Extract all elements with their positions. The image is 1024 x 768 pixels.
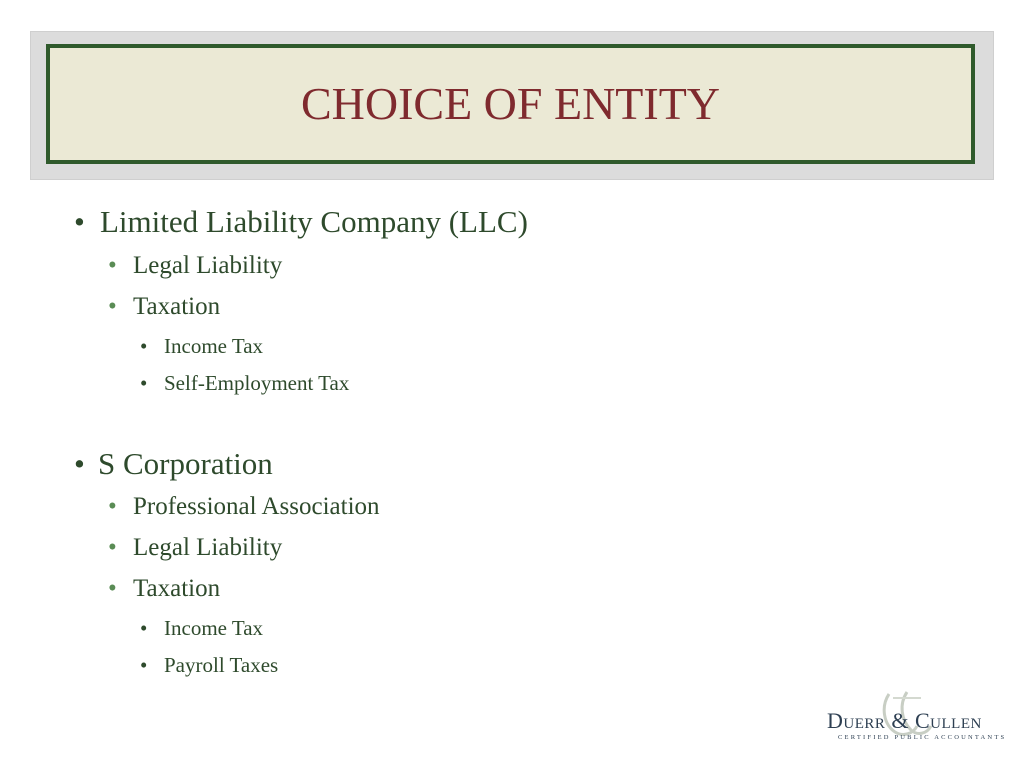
bullet-marker: • <box>108 293 117 320</box>
bullet-marker: • <box>140 334 148 358</box>
company-logo <box>820 688 1015 748</box>
bullet-text: Legal Liability <box>133 534 283 561</box>
bullet-marker: • <box>140 616 148 640</box>
logo-name: Duerr & Cullen <box>827 708 982 733</box>
logo-tagline: CERTIFIED PUBLIC ACCOUNTANTS <box>838 734 1007 741</box>
bullet-marker: • <box>108 493 117 520</box>
bullet-text: S Corporation <box>98 446 273 481</box>
bullet-text: Payroll Taxes <box>164 653 279 677</box>
bullet-text: Taxation <box>133 293 221 320</box>
bullet-marker: • <box>140 653 148 677</box>
bullet-text: Legal Liability <box>133 252 283 279</box>
bullet-marker: • <box>108 534 117 561</box>
bullet-text: Limited Liability Company (LLC) <box>100 204 528 239</box>
bullet-marker: • <box>74 204 85 239</box>
bullet-marker: • <box>140 371 148 395</box>
bullet-text: Taxation <box>133 575 221 602</box>
bullet-text: Income Tax <box>164 334 264 358</box>
bullet-text: Self-Employment Tax <box>164 371 350 395</box>
bullet-text: Income Tax <box>164 616 264 640</box>
bullet-marker: • <box>108 575 117 602</box>
bullet-marker: • <box>108 252 117 279</box>
bullet-marker: • <box>74 446 85 481</box>
bullet-text: Professional Association <box>133 493 380 520</box>
slide-title: CHOICE OF ENTITY <box>300 78 721 129</box>
